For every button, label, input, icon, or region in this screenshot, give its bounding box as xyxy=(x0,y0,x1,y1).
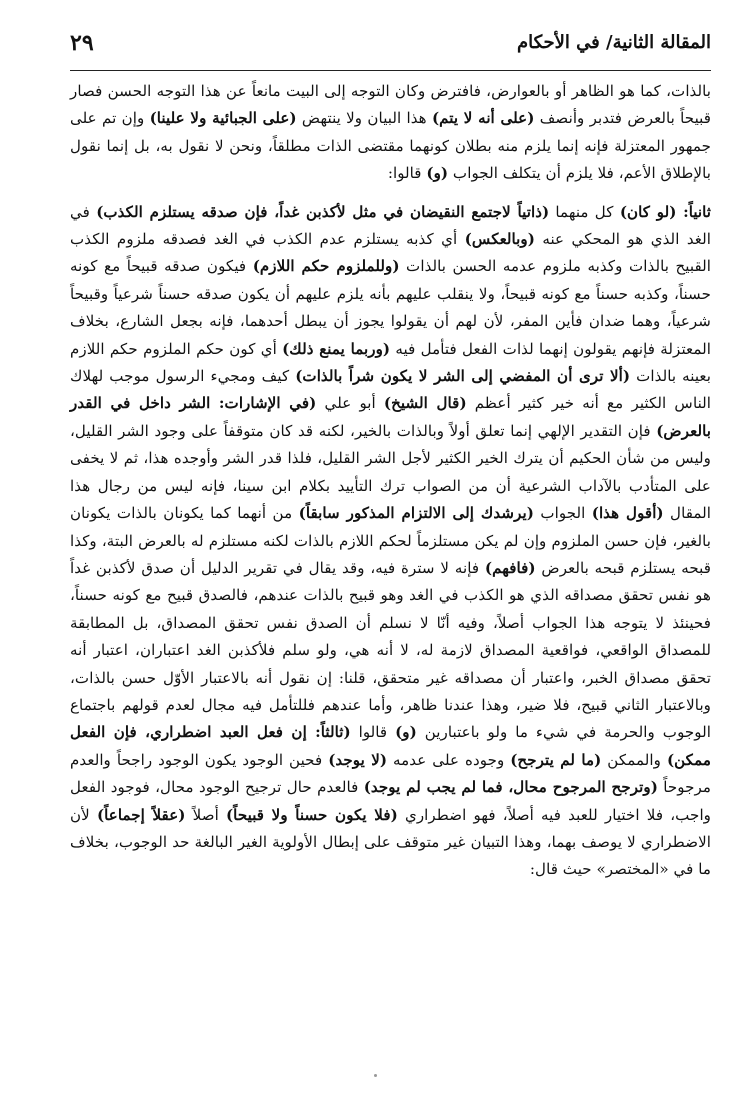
footer-mark xyxy=(374,1074,377,1077)
paragraph xyxy=(70,78,711,188)
bold-text-run: (أقول هذا) xyxy=(591,504,664,523)
bold-text-run: (على أنه لا يتم) xyxy=(431,109,535,128)
bold-text-run: (قال الشيخ) xyxy=(383,394,467,413)
text-run: فإنه لا سترة فيه، وقد يقال في تقرير الدليل أن صدق لأكذبن غداً هو نفس تحقق مصداقه الذي هو الكذب في الغد وهو قبيح بالذات عندهم، فالصدق قبيح مع كونه حسناً، فحينئذ لا يتوجه هذا الجواب أصلاً، وفيه أنّا لا نسلم أن الصدق نفس تحقق المصداق، بل المطابقة للمصداق الواقعي، فواقعية المصداق لازمة له، لا أنه هي، ولو سلم فلأكذبن الغد اعتباران، اعتبار أنه تحقق مصداق الخبر، واعتبار أن مصداقه غير متحقق، قلنا: إن نقول أنه بالاعتبار الأوّل حسن بالذات، وبالاعتبار الثاني قبيح، فلا ضير، وهذا عندنا ظاهر، وأما عندهم فللتأمل فيه مجال لعدم قولهم باجتماع الوجوب والحرمة في شيء ما ولو باعتبارين xyxy=(70,558,711,742)
text-run: أي كذبه يستلزم عدم الكذب في الغد فصدقه ملزوم الكذب القبيح بالذات وكذبه ملزوم عدمه الحسن بالذات xyxy=(70,230,711,276)
bold-text-run: (وبالعكس) xyxy=(464,230,535,249)
bold-text-run: (ما لم يترجح) xyxy=(510,750,602,769)
running-title: المقالة الثانية/ في الأحكام xyxy=(516,32,711,53)
bold-text-run: ثانياً: xyxy=(676,202,712,221)
bold-text-run: (و) xyxy=(426,164,449,183)
bold-text-run: (عقلاً إجماعاً) xyxy=(96,805,186,824)
text-run: أي كون حكم الملزوم حكم اللازم بعينه بالذات xyxy=(70,339,711,386)
text-run: في الغد الذي هو المحكي عنه xyxy=(70,202,711,249)
bold-text-run: (في الإشارات: الشر داخل في القدر بالعرض) xyxy=(70,394,711,440)
text-run: كيف ومجيء الرسول موجب لهلاك الناس الكثير مع أنه خير كثير أعظم xyxy=(70,367,711,413)
page-number: ٢٩ xyxy=(70,30,94,56)
bold-text-run: (وللملزوم حكم اللازم) xyxy=(252,257,400,276)
body-text xyxy=(70,78,711,884)
text-run: الجواب xyxy=(533,504,592,523)
bold-text-run: (لا يوجد) xyxy=(328,750,388,769)
text-run: فحين الوجود يكون الوجود راجحاً والعدم مرجوحاً xyxy=(70,750,711,797)
bold-text-run: (على الجبائية ولا علينا) xyxy=(149,109,297,128)
text-run: فالعدم حال ترجيح الوجود محال، فوجود الفعل واجب، فلا اختيار للعبد فيه أصلاً، فهو اضطراري xyxy=(70,778,711,824)
bold-text-run: (ألا ترى أن المفضي إلى الشر لا يكون شراً بالذات) xyxy=(295,367,631,386)
text-run: هذا البيان ولا ينتهض xyxy=(296,109,432,128)
bold-text-run: (و) xyxy=(395,723,417,742)
text-run: أصلاً xyxy=(185,805,226,824)
bold-text-run: (ثالثاً: إن فعل العبد اضطراري، فإن الفعل ممكن) xyxy=(70,723,711,769)
bold-text-run: (فلا يكون حسناً ولا قبيحاً) xyxy=(226,805,398,824)
text-run: فيكون صدقه قبيحاً مع كونه حسناً، وكذبه حسناً مع كونه قبيحاً، ولا ينقلب عليهم بأنه يلزم عليهم أن يكون صدقه حسناً شرعياً وقبيحاً شرعياً، وهما ضدان فأين المفر، لأن لهم أن يقولوا يجوز أن يبطل أحدهما، فإنه بجعل الشارع، بخلاف المعتزلة فإنهم يقولون إنهما لذات الفعل فتأمل فيه xyxy=(70,257,711,358)
text-run: فإن التقدير الإلهي إنما تعلق أولاً وبالذات بالخير، لكنه قد كان متوقفاً على وجود الشر القليل، وليس من شأن الحكيم أن يترك الخير الكثير لأجل الشر القليل، فلذا قدر الشر وأوجده هذا، ثم لا يخفى على المتأدب بالآداب الشرعية أن من الصواب ترك التأييد بكلام ابن سينا، فإنه ليس من رجال هذا المقال xyxy=(70,421,712,523)
bold-text-run: (وربما يمنع ذلك) xyxy=(282,339,391,358)
paragraph xyxy=(70,199,711,884)
bold-text-run: (يرشدك إلى الالتزام المذكور سابقاً) xyxy=(298,504,534,523)
bold-text-run: (فافهم) xyxy=(484,558,536,577)
text-run: قالوا: xyxy=(387,164,427,183)
text-run: وإن تم على جمهور المعتزلة فإنه إنما يلزم منه بطلان كونهما مقتضى الذات مطلقاً، ونحن لا نقول به، بل إنما نقول بالإطلاق الأعم، فلا يلزم أن يتكلف الجواب xyxy=(70,109,711,183)
text-run: قالوا xyxy=(350,723,396,742)
page-header xyxy=(70,30,711,66)
text-run: من أنهما كما يكونان بالذات يكونان بالغير، فإن حسن الملزوم وإن لم يكن مستلزماً لحكم اللازم بالذات لكنه مستلزم له بالعرض البتة، وكذا قبحه يستلزم قبحه بالعرض xyxy=(70,504,711,577)
text-run: بالذات، كما هو الظاهر أو بالعوارض، فافترض وكان التوجه إلى البيت مانعاً عن هذا التوجه الحسن فصار قبيحاً بالعرض فتدبر وأنصف xyxy=(70,82,712,128)
bold-text-run: (ذاتياً لاجتمع النقيضان في مثل لأكذبن غداً، فإن صدقه يستلزم الكذب) xyxy=(96,202,550,221)
header-rule xyxy=(70,70,711,71)
text-run: والممكن xyxy=(601,750,667,769)
bold-text-run: (لو كان) xyxy=(619,202,677,221)
text-run: أبو علي xyxy=(316,394,384,413)
text-run: وجوده على عدمه xyxy=(387,750,511,769)
bold-text-run: (وترجح المرجوح محال، فما لم يجب لم يوجد) xyxy=(363,778,658,797)
text-run: لأن الاضطراري لا يوصف بهما، وهذا التبيان غير متوقف على إبطال الأولوية الغير البالغة حد الوجوب، بخلاف ما في «المختصر» حيث قال: xyxy=(70,805,711,879)
text-run: كل منهما xyxy=(549,202,620,221)
